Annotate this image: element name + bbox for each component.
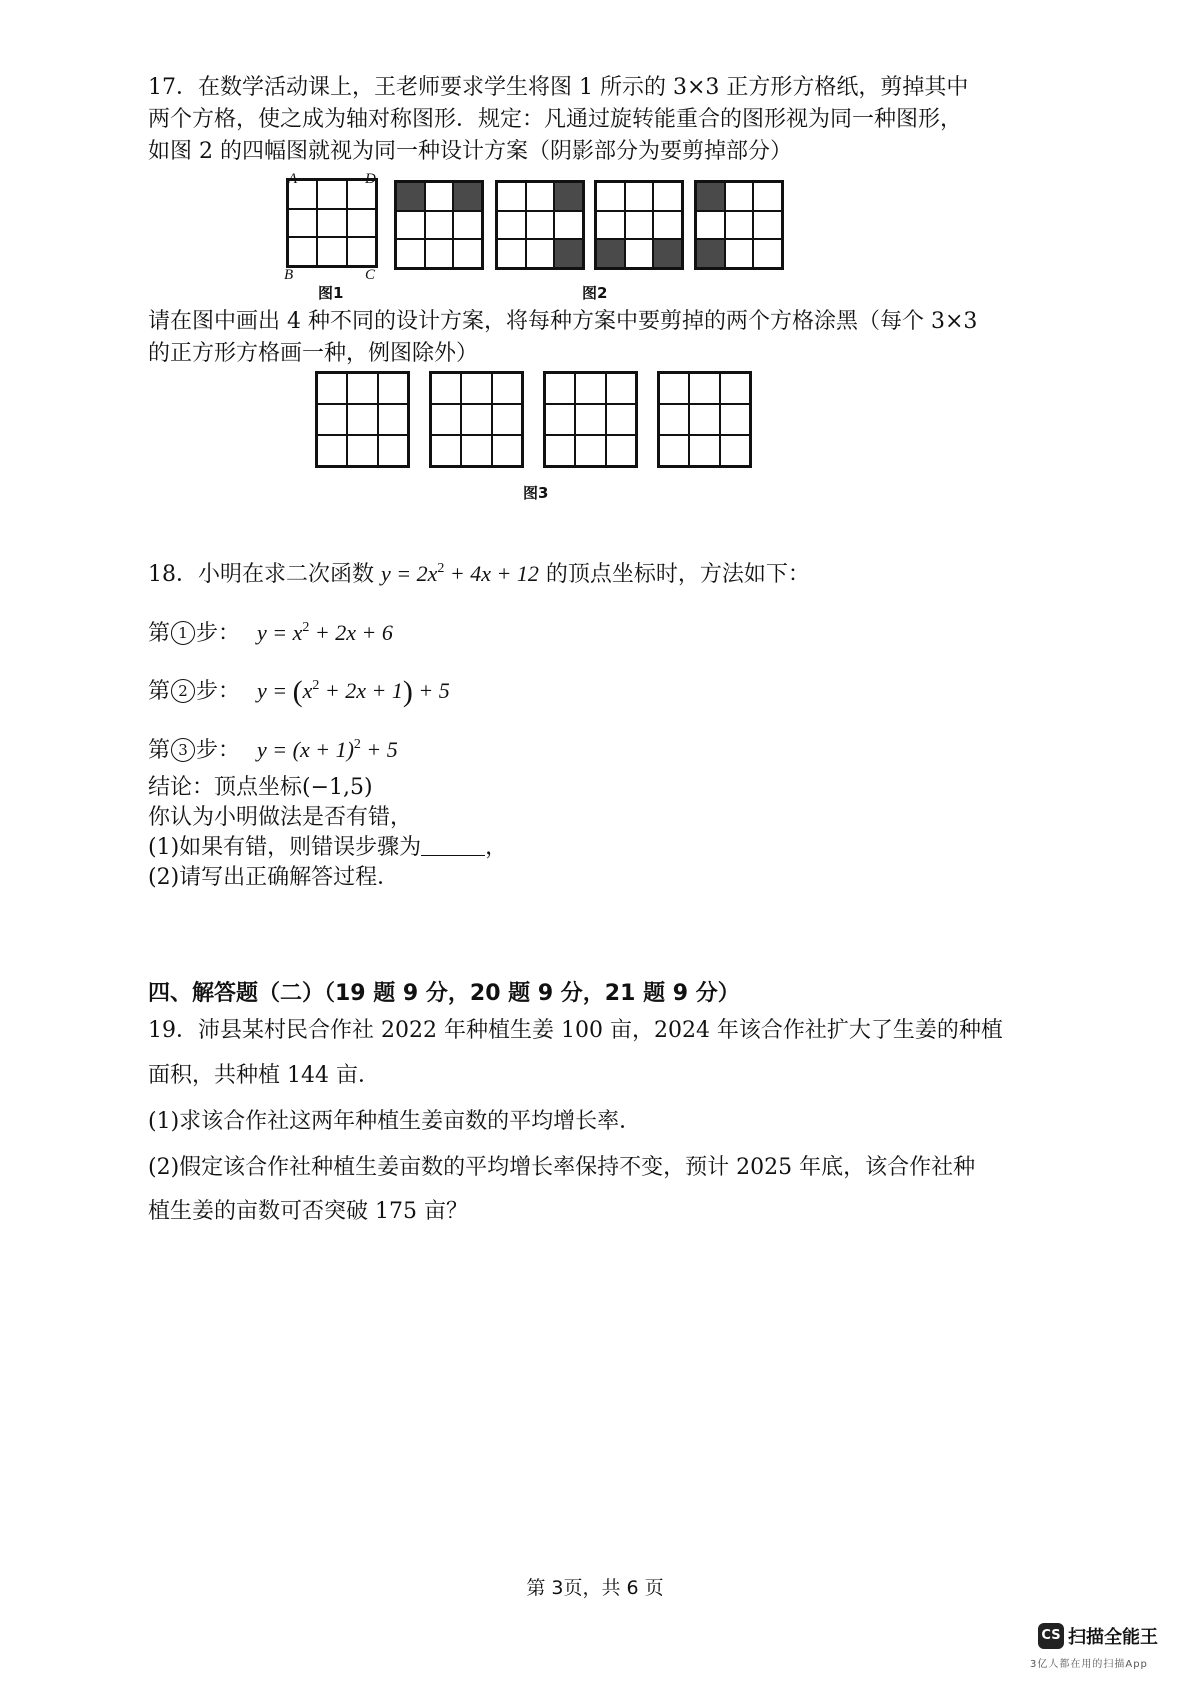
fig1-caption: 图1 — [318, 284, 344, 302]
grid-cell — [725, 182, 754, 211]
grid-cell — [725, 239, 754, 268]
answer-cell[interactable] — [461, 373, 491, 404]
shaded-cell — [653, 239, 682, 268]
q18-step-3 — [148, 729, 398, 767]
step-number-3: 3 — [171, 738, 195, 762]
answer-cell[interactable] — [492, 373, 522, 404]
shaded-cell — [696, 239, 725, 268]
fig2-grid-4 — [694, 180, 784, 270]
q18-intro — [148, 553, 810, 591]
q18-step-1 — [148, 612, 393, 650]
shaded-cell — [396, 182, 425, 211]
grid-cell — [497, 182, 526, 211]
q18-function: $y = 2x^2 + 4x + 12$ — [381, 561, 539, 586]
q17-instruction-2: 的正方形方格画一种，例图除外） — [148, 341, 479, 366]
q17-line-2: 两个方格，使之成为轴对称图形．规定：凡通过旋转能重合的图形视为同一种图形， — [148, 107, 963, 132]
step-number-1: 1 — [171, 621, 195, 645]
answer-cell[interactable] — [431, 404, 461, 435]
answer-cell[interactable] — [720, 435, 750, 466]
answer-blank[interactable] — [421, 835, 485, 856]
answer-cell[interactable] — [492, 404, 522, 435]
answer-cell[interactable] — [431, 435, 461, 466]
q18-part-2: (2)请写出正确解答过程． — [148, 865, 400, 890]
answer-cell[interactable] — [378, 404, 408, 435]
grid-cell — [526, 211, 555, 240]
answer-cell[interactable] — [545, 373, 575, 404]
step-prefix: 第 — [148, 738, 171, 763]
answer-cell[interactable] — [317, 404, 347, 435]
q18-part-1-text: (1)如果有错，则错误步骤为 — [148, 835, 422, 860]
answer-cell[interactable] — [659, 435, 689, 466]
step-number-2: 2 — [171, 679, 195, 703]
answer-cell[interactable] — [575, 404, 605, 435]
shaded-cell — [554, 239, 583, 268]
answer-cell[interactable] — [461, 404, 491, 435]
grid-cell — [596, 182, 625, 211]
grid-cell — [526, 239, 555, 268]
grid-cell — [453, 211, 482, 240]
watermark-name: 扫描全能王 — [1068, 1627, 1158, 1648]
q19-part-2b: 植生姜的亩数可否突破 175 亩？ — [148, 1199, 468, 1224]
answer-cell[interactable] — [378, 373, 408, 404]
fig3-answer-grid-1[interactable] — [315, 371, 410, 468]
answer-cell[interactable] — [317, 373, 347, 404]
fig3-caption: 图3 — [523, 484, 549, 502]
grid-cell — [625, 211, 654, 240]
fig3-answer-grid-2[interactable] — [429, 371, 524, 468]
grid-cell — [396, 239, 425, 268]
answer-cell[interactable] — [689, 404, 719, 435]
q18-part-1 — [148, 832, 507, 864]
q18-intro-prefix: 18．小明在求二次函数 — [148, 562, 374, 587]
page-footer: 第 3页，共 6 页 — [526, 1577, 664, 1599]
grid-cell — [497, 211, 526, 240]
step-suffix: 步： — [196, 738, 241, 763]
grid-cell — [554, 211, 583, 240]
grid-cell — [753, 182, 782, 211]
answer-cell[interactable] — [689, 435, 719, 466]
q18-question: 你认为小明做法是否有错， — [148, 805, 413, 830]
answer-cell[interactable] — [659, 404, 689, 435]
grid-cell — [596, 211, 625, 240]
answer-cell[interactable] — [461, 435, 491, 466]
grid-cell — [453, 239, 482, 268]
fig2-grid-1 — [394, 180, 484, 270]
answer-cell[interactable] — [575, 435, 605, 466]
grid-cell — [653, 182, 682, 211]
section-4-heading: 四、解答题（二）（19 题 9 分，20 题 9 分，21 题 9 分） — [148, 981, 740, 1006]
answer-cell[interactable] — [545, 435, 575, 466]
grid-cell — [625, 182, 654, 211]
step-prefix: 第 — [148, 621, 171, 646]
fig2-grid-3 — [594, 180, 684, 270]
q18-conclusion: 结论：顶点坐标(−1,5) — [148, 775, 373, 800]
shaded-cell — [596, 239, 625, 268]
answer-cell[interactable] — [492, 435, 522, 466]
step-3-formula: $y = (x + 1)^2 + 5$ — [257, 737, 398, 762]
answer-cell[interactable] — [317, 435, 347, 466]
shaded-cell — [696, 182, 725, 211]
grid-cell — [753, 239, 782, 268]
grid-cell — [396, 211, 425, 240]
grid-cell — [425, 211, 454, 240]
fig2-caption: 图2 — [582, 284, 608, 302]
fig3-answer-grid-3[interactable] — [543, 371, 638, 468]
answer-cell[interactable] — [347, 404, 377, 435]
answer-cell[interactable] — [347, 373, 377, 404]
grid-cell — [625, 239, 654, 268]
answer-cell[interactable] — [720, 373, 750, 404]
cs-logo-icon: CS — [1038, 1623, 1064, 1649]
grid-cell — [526, 182, 555, 211]
step-prefix: 第 — [148, 679, 171, 704]
corner-a-label: A — [288, 171, 298, 187]
grid-cell — [725, 211, 754, 240]
step-1-formula: $y = x^2 + 2x + 6$ — [257, 620, 393, 645]
q19-part-2a: (2)假定该合作社种植生姜亩数的平均增长率保持不变，预计 2025 年底，该合作社种 — [148, 1155, 976, 1180]
fig1-grid — [286, 178, 378, 268]
q18-part-1-end: ， — [485, 835, 508, 860]
answer-cell[interactable] — [606, 435, 636, 466]
q19-line-1: 19．沛县某村民合作社 2022 年种植生姜 100 亩，2024 年该合作社扩大了生姜的种植 — [148, 1018, 1003, 1043]
q19-part-1: (1)求该合作社这两年种植生姜亩数的平均增长率． — [148, 1109, 642, 1134]
q18-intro-suffix: 的顶点坐标时，方法如下： — [545, 562, 810, 587]
shaded-cell — [554, 182, 583, 211]
answer-cell[interactable] — [378, 435, 408, 466]
scanner-watermark — [1038, 1623, 1158, 1649]
grid-cell — [753, 211, 782, 240]
q17-instruction-1: 请在图中画出 4 种不同的设计方案，将每种方案中要剪掉的两个方格涂黑（每个 3×3 — [148, 309, 978, 334]
step-suffix: 步： — [196, 621, 241, 646]
q17-line-1: 17．在数学活动课上，王老师要求学生将图 1 所示的 3×3 正方形方格纸，剪掉其中 — [148, 75, 969, 100]
corner-d-label: D — [365, 171, 376, 187]
step-suffix: 步： — [196, 679, 241, 704]
answer-cell[interactable] — [545, 404, 575, 435]
answer-cell[interactable] — [659, 373, 689, 404]
answer-cell[interactable] — [347, 435, 377, 466]
grid-cell — [425, 182, 454, 211]
answer-cell[interactable] — [606, 404, 636, 435]
corner-b-label: B — [284, 267, 294, 283]
shaded-cell — [453, 182, 482, 211]
step-2-formula: $y = (x^2 + 2x + 1) + 5$ — [257, 675, 450, 708]
answer-cell[interactable] — [431, 373, 461, 404]
answer-cell[interactable] — [720, 404, 750, 435]
q19-line-2: 面积，共种植 144 亩． — [148, 1063, 380, 1088]
q17-line-3: 如图 2 的四幅图就视为同一种设计方案（阴影部分为要剪掉部分） — [148, 139, 792, 164]
watermark-subtitle: 3亿人都在用的扫描App — [1030, 1659, 1148, 1670]
answer-cell[interactable] — [575, 373, 605, 404]
grid-cell — [653, 211, 682, 240]
fig2-grid-2 — [495, 180, 585, 270]
grid-cell — [425, 239, 454, 268]
grid-cell — [497, 239, 526, 268]
answer-cell[interactable] — [689, 373, 719, 404]
grid-cell — [696, 211, 725, 240]
fig3-answer-grid-4[interactable] — [657, 371, 752, 468]
answer-cell[interactable] — [606, 373, 636, 404]
corner-c-label: C — [365, 267, 376, 283]
q18-step-2 — [148, 670, 450, 708]
